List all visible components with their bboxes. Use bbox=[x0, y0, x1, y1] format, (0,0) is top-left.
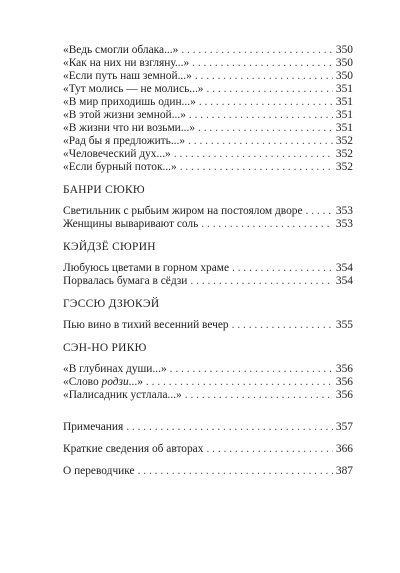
toc-entry bbox=[63, 122, 353, 135]
dot-leader bbox=[206, 443, 332, 456]
toc-entry-page: 357 bbox=[335, 421, 353, 433]
toc-entry bbox=[63, 148, 353, 161]
toc-entry-title: «В глубинах души...» bbox=[63, 363, 167, 375]
toc-entry-page: 352 bbox=[335, 148, 353, 160]
title-italic-word: родзи bbox=[101, 376, 129, 388]
toc-group bbox=[63, 44, 353, 174]
dot-leader bbox=[138, 465, 333, 478]
toc-entry-page: 351 bbox=[335, 122, 353, 134]
toc-entry bbox=[63, 262, 353, 275]
toc-entry-title: Краткие сведения об авторах bbox=[63, 443, 204, 455]
dot-leader bbox=[199, 96, 333, 109]
toc-entry bbox=[63, 465, 353, 478]
toc-entry bbox=[63, 218, 353, 231]
author-heading: КЭЙДЗЁ СЮРИН bbox=[63, 241, 156, 253]
toc-entry bbox=[63, 363, 353, 376]
dot-leader bbox=[170, 363, 333, 376]
dot-leader bbox=[232, 319, 333, 332]
toc-entry-page: 351 bbox=[335, 109, 353, 121]
toc-entry-title: О переводчике bbox=[63, 465, 135, 477]
toc-entry-title: «Ведь смогли облака...» bbox=[63, 44, 179, 56]
toc-entry-title: «В жизни что ни возьми...» bbox=[63, 122, 196, 134]
toc-entry-title: «Человеческий дух...» bbox=[63, 148, 171, 160]
title-prefix: «Слово bbox=[63, 376, 102, 388]
toc-entry-page: 355 bbox=[335, 319, 353, 331]
toc-entry-title: Любуюсь цветами в горном храме bbox=[63, 262, 230, 274]
toc-entry-page: 352 bbox=[335, 135, 353, 147]
dot-leader bbox=[181, 44, 333, 57]
toc-entry-title: «В этой жизни земной...» bbox=[63, 109, 186, 121]
toc-entry bbox=[63, 421, 353, 434]
toc-entry-title: Примечания bbox=[63, 421, 124, 433]
toc-entry-page: 356 bbox=[335, 363, 353, 375]
toc-entry bbox=[63, 376, 353, 389]
title-suffix: ...» bbox=[128, 376, 143, 388]
toc-entry bbox=[63, 44, 353, 57]
toc-entry-title: «Если бурный поток...» bbox=[63, 161, 177, 173]
toc-entry bbox=[63, 57, 353, 70]
toc-entry-title: «Если путь наш земной...» bbox=[63, 70, 192, 82]
toc-entry-page: 352 bbox=[335, 161, 353, 173]
toc-entry-title: Светильник с рыбьим жиром на постоялом дворе bbox=[63, 205, 303, 217]
table-of-contents bbox=[63, 44, 353, 478]
toc-entry-page: 356 bbox=[335, 389, 353, 401]
dot-leader bbox=[188, 135, 333, 148]
toc-entry bbox=[63, 443, 353, 456]
toc-entry-page: 351 bbox=[335, 83, 353, 95]
toc-group bbox=[63, 342, 353, 402]
dot-leader bbox=[180, 161, 333, 174]
dot-leader bbox=[198, 122, 333, 135]
back-matter bbox=[63, 421, 353, 478]
toc-group bbox=[63, 298, 353, 332]
toc-entry-page: 350 bbox=[335, 70, 353, 82]
toc-entry bbox=[63, 319, 353, 332]
toc-entry bbox=[63, 96, 353, 109]
toc-entry-title: Пью вино в тихий весенний вечер bbox=[63, 319, 229, 331]
dot-leader bbox=[185, 389, 333, 402]
toc-entry-title: Порвалась бумага в сёдзи bbox=[63, 275, 188, 287]
toc-group bbox=[63, 184, 353, 231]
toc-entry-title: «Как на них ни взгляну...» bbox=[63, 57, 190, 69]
toc-entry bbox=[63, 161, 353, 174]
toc-entry-title: «Тут молись — не молись...» bbox=[63, 83, 204, 95]
author-heading: СЭН-НО РИКЮ bbox=[63, 342, 147, 354]
dot-leader bbox=[189, 109, 333, 122]
toc-entry-title: «Рад бы я предложить...» bbox=[63, 135, 186, 147]
toc-entry bbox=[63, 389, 353, 402]
toc-entry-page: 354 bbox=[335, 275, 353, 287]
author-heading: ГЭССЮ ДЗЮКЭЙ bbox=[63, 298, 160, 310]
toc-entry-page: 350 bbox=[335, 57, 353, 69]
toc-group bbox=[63, 241, 353, 288]
dot-leader bbox=[232, 262, 333, 275]
toc-entry bbox=[63, 83, 353, 96]
toc-entry-title bbox=[63, 376, 143, 389]
toc-entry-title: «В мир приходишь один...» bbox=[63, 96, 196, 108]
toc-entry-page: 351 bbox=[335, 96, 353, 108]
dot-leader bbox=[192, 57, 333, 70]
dot-leader bbox=[146, 376, 333, 389]
toc-entry-page: 354 bbox=[335, 262, 353, 274]
author-heading: БАНРИ СЮКЮ bbox=[63, 184, 145, 196]
toc-entry-page: 356 bbox=[335, 376, 353, 388]
toc-entry-page: 353 bbox=[335, 205, 353, 217]
dot-leader bbox=[201, 218, 333, 231]
dot-leader bbox=[195, 70, 333, 83]
dot-leader bbox=[174, 148, 333, 161]
dot-leader bbox=[306, 205, 333, 218]
toc-entry bbox=[63, 275, 353, 288]
toc-entry-page: 366 bbox=[335, 443, 353, 455]
toc-entry-title: Женщины вываривают соль bbox=[63, 218, 199, 230]
toc-entry-title: «Палисадник устлала...» bbox=[63, 389, 182, 401]
toc-entry-page: 350 bbox=[335, 44, 353, 56]
toc-entry-page: 387 bbox=[335, 465, 353, 477]
dot-leader bbox=[126, 421, 333, 434]
toc-entry-page: 353 bbox=[335, 218, 353, 230]
dot-leader bbox=[207, 83, 333, 96]
toc-entry bbox=[63, 70, 353, 83]
toc-entry bbox=[63, 109, 353, 122]
toc-entry bbox=[63, 205, 353, 218]
toc-entry bbox=[63, 135, 353, 148]
dot-leader bbox=[190, 275, 333, 288]
